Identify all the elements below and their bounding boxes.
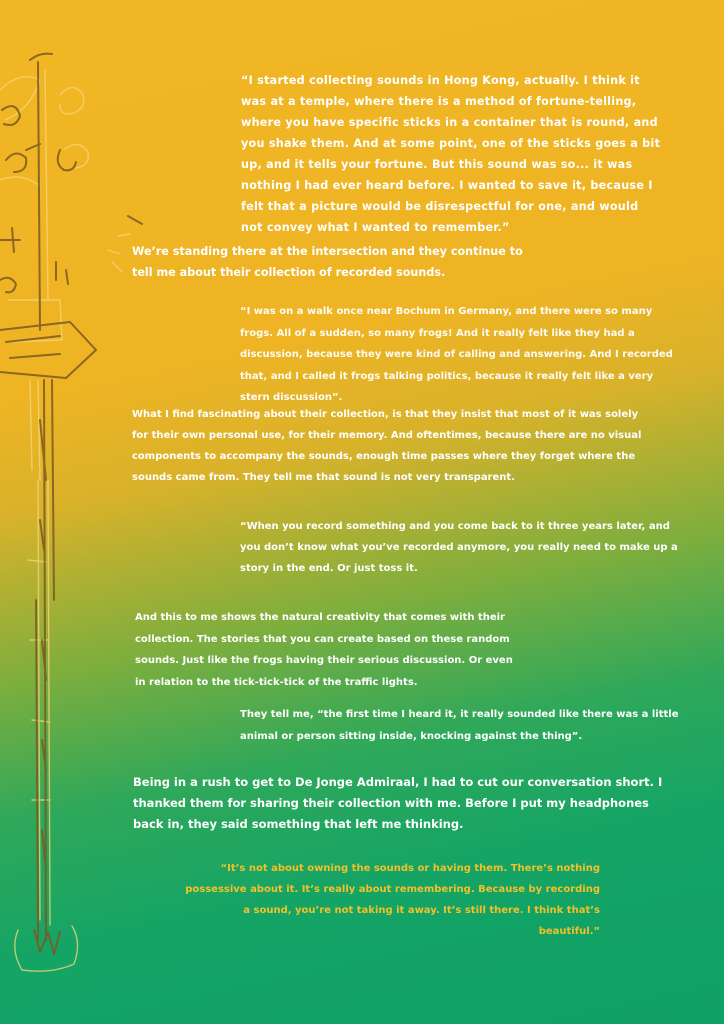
paragraph-collection: What I find fascinating about their collection, is that they insist that most of it was solely for their own personal use, for their memory. And oftentimes, because there are no visual components to accompany the sounds, enough time passes where they forget where the sounds came from. They tell me that sound is not very transparent.	[132, 409, 642, 483]
paragraph-rush: Being in a rush to get to De Jonge Admiraal, I had to cut our conversation short. I thanked them for sharing their collection with me. Before I put my headphones back in, they said something that left me thinking.	[133, 775, 663, 831]
quote-frogs: “I was on a walk once near Bochum in Germany, and there were so many frogs. All of a sudden, so many frogs! And it really felt like they had a discussion, because they were kind of calling and answering. And I recorded that, and I called it frogs talking politics, because it really felt like a very stern discussion”.	[240, 306, 673, 403]
paragraph-intersection: We’re standing there at the intersection and they continue to tell me about their collection of recorded sounds.	[132, 245, 523, 279]
quote-temple: “I started collecting sounds in Hong Kong, actually. I think it was at a temple, where there is a method of fortune-telling, where you have specific sticks in a container that is round, and you shake them. And at some point, one of the sticks goes a bit up, and it tells your fortune. But this sound was so... it was nothing I had ever heard before. I wanted to save it, because I felt that a picture would be disrespectful for one, and would not convey what I wanted to remember.”	[241, 74, 661, 234]
quote-little-animal: They tell me, “the first time I heard it, it really sounded like there was a little animal or person sitting inside, knocking against the thing”.	[240, 709, 679, 742]
quote-closing: “It’s not about owning the sounds or having them. There’s nothing possessive about it. It’s really about remembering. Because by recording a sound, you’re not taking it away. It’s still there. I think that’s beautiful.”	[185, 863, 600, 937]
paragraph-creativity: And this to me shows the natural creativity that comes with their collection. The stories that you can create based on these random sounds. Just like the frogs having their serious discussion. Or even in relation to the tick-tick-tick of the traffic lights.	[135, 612, 513, 688]
quote-three-years: “When you record something and you come back to it three years later, and you don’t know what you’ve recorded anymore, you really need to make up a story in the end. Or just toss it.	[240, 521, 678, 574]
